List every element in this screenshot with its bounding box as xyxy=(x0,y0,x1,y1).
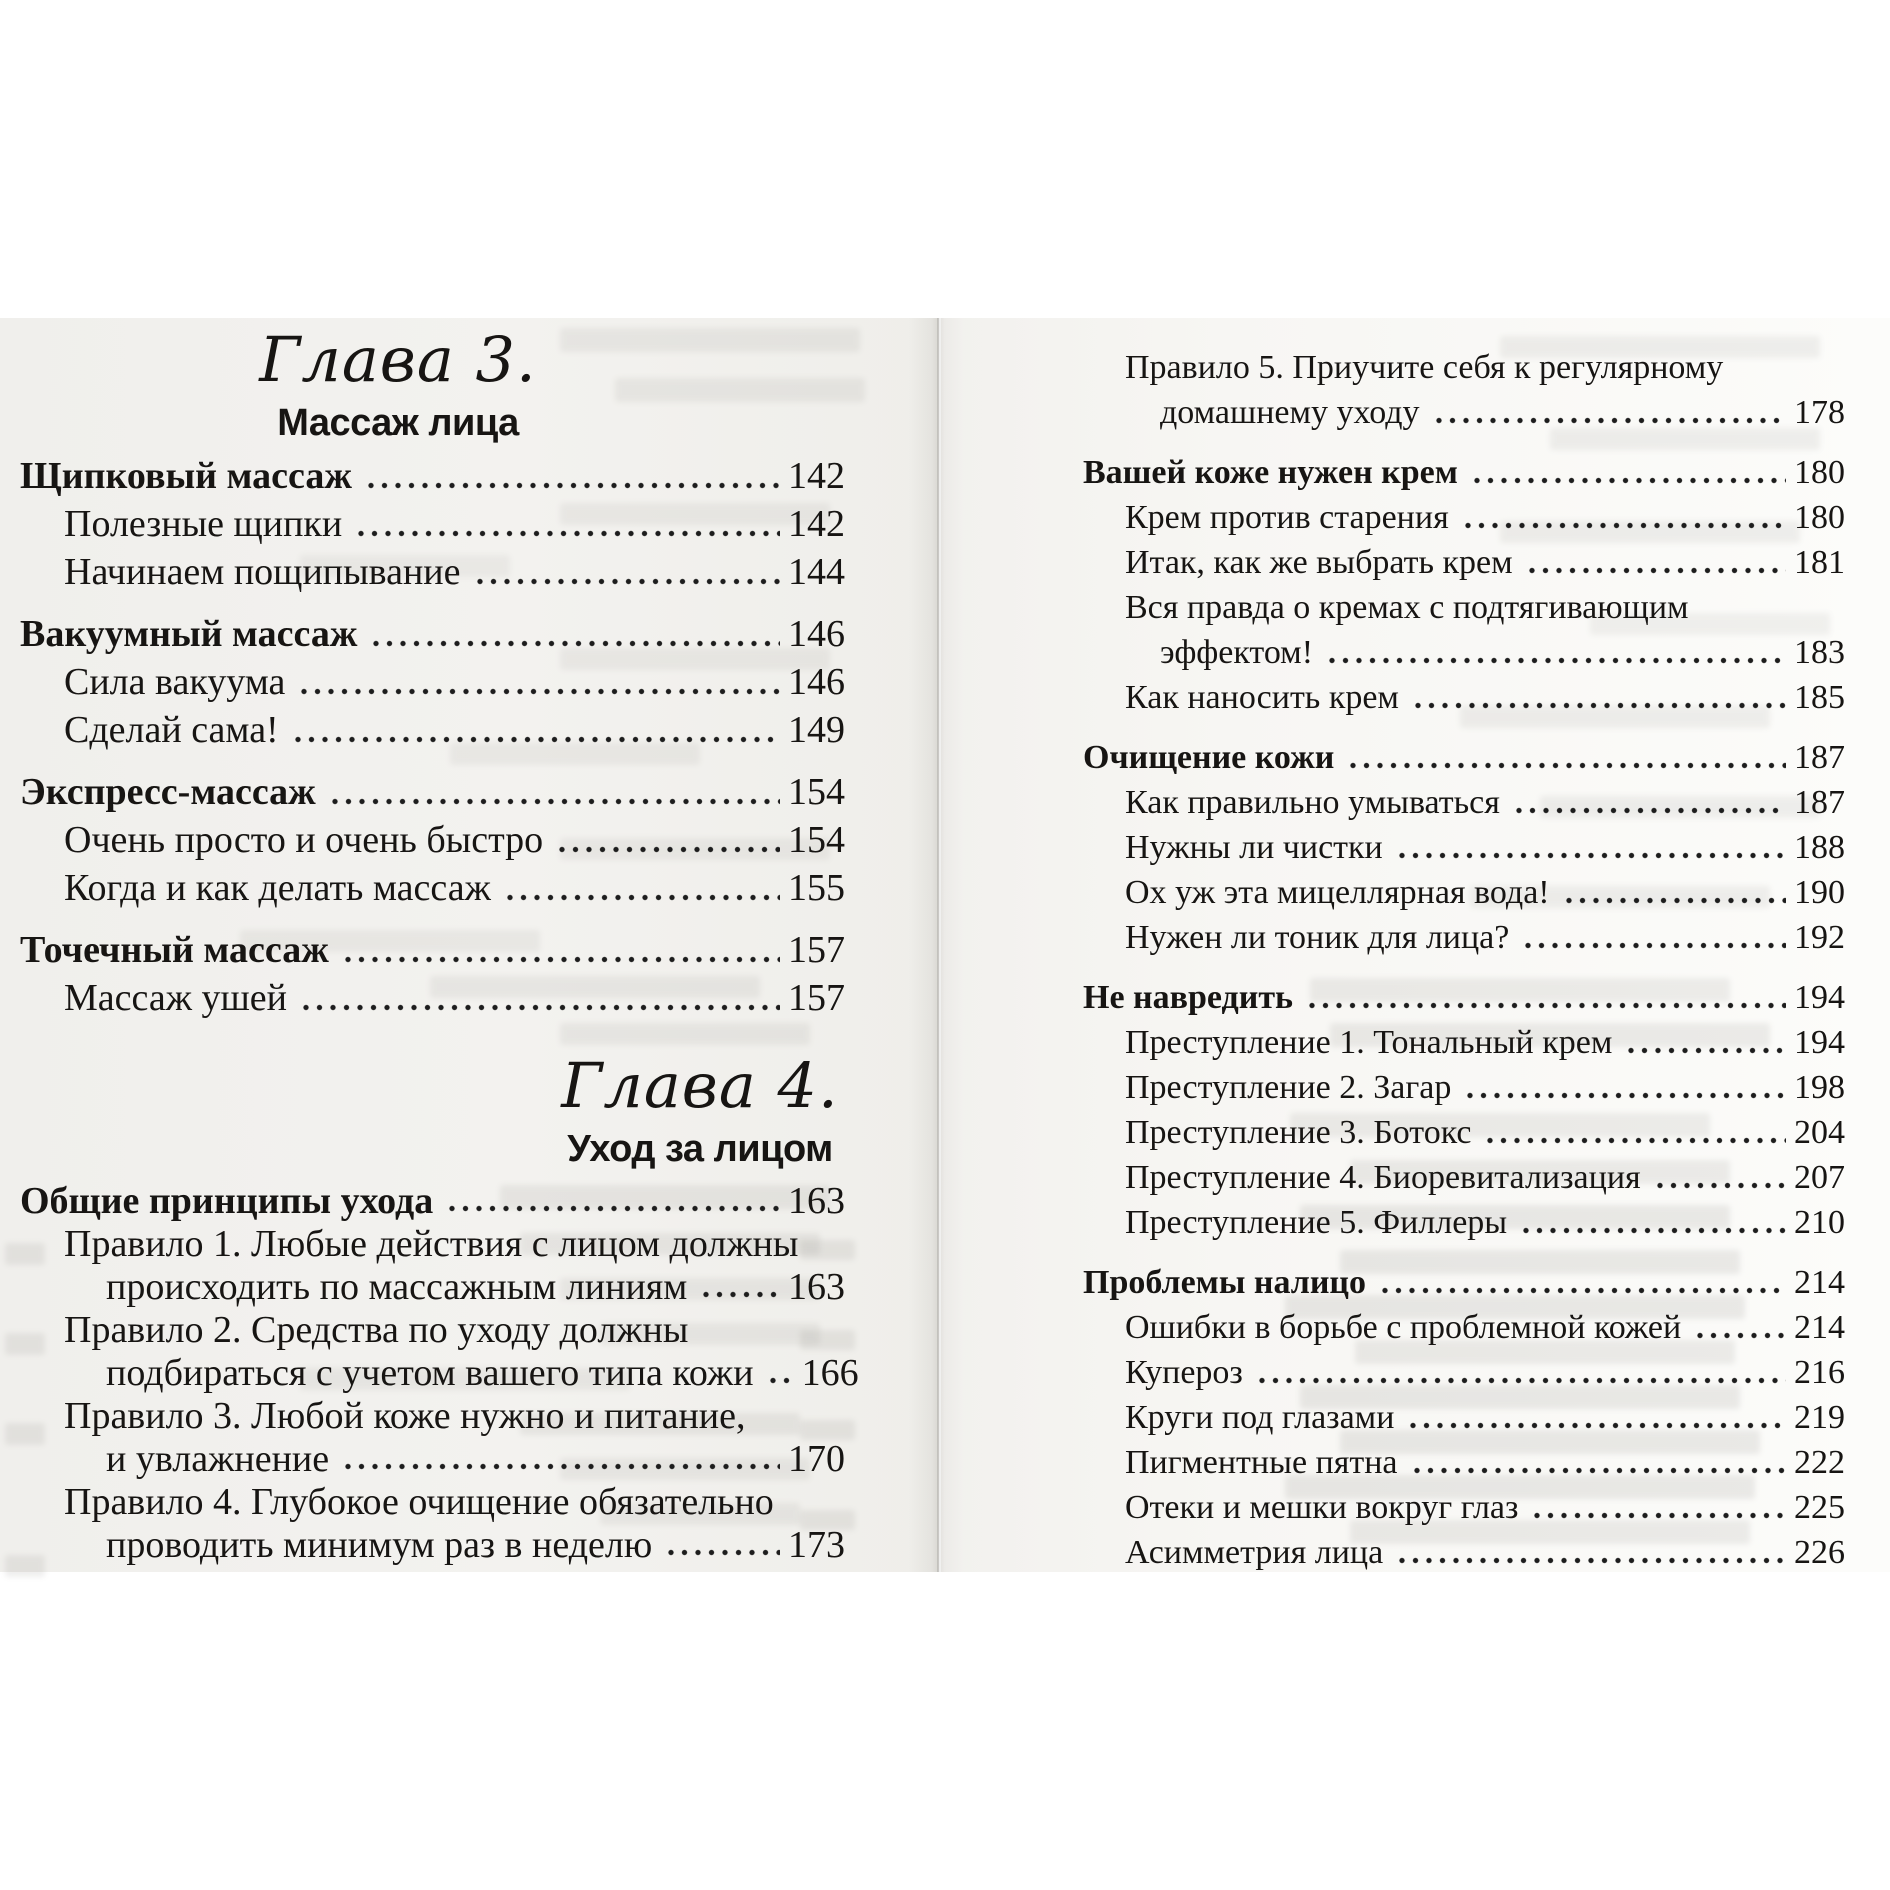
toc-entry-label: Нужны ли чистки xyxy=(1125,829,1383,866)
book-spread xyxy=(0,318,1890,1572)
toc-entry-row xyxy=(1125,1155,1845,1200)
toc-entry xyxy=(941,1440,1845,1485)
toc-entry-row xyxy=(1125,1350,1845,1395)
page-number: 187 xyxy=(1794,784,1845,821)
toc-entry-row xyxy=(20,926,845,974)
page-number: 216 xyxy=(1794,1354,1845,1391)
toc-entry-label: Преступление 1. Тональный крем xyxy=(1125,1024,1613,1061)
dot-leader xyxy=(358,530,780,537)
toc-entry-row xyxy=(1125,870,1845,915)
chapter-title: Уход за лицом xyxy=(567,1128,833,1170)
toc-entry-row xyxy=(64,658,845,706)
dot-leader xyxy=(1487,1137,1786,1144)
toc-entry xyxy=(941,975,1845,1020)
dot-leader xyxy=(1415,702,1786,709)
toc-entry-row xyxy=(1125,540,1845,585)
toc-entry xyxy=(0,1309,859,1395)
toc-entry-label: Асимметрия лица xyxy=(1125,1534,1384,1571)
toc-entry-row xyxy=(64,816,845,864)
toc-entry-label: Очищение кожи xyxy=(1083,739,1335,776)
toc-entry-row xyxy=(1125,1530,1845,1575)
toc-entry-label: проводить минимум раз в неделю xyxy=(106,1524,653,1566)
toc-entry-row xyxy=(1083,450,1845,495)
page-number: 198 xyxy=(1794,1069,1845,1106)
page-number: 180 xyxy=(1794,499,1845,536)
toc-entry-row xyxy=(1125,1065,1845,1110)
toc-entry-label: Правило 4. Глубокое очищение обязательно xyxy=(64,1481,774,1523)
dot-leader xyxy=(1516,807,1786,814)
toc-entry xyxy=(0,1395,845,1481)
toc-entry-label: Щипковый массаж xyxy=(20,455,352,497)
toc-list xyxy=(0,1180,859,1567)
page-number: 214 xyxy=(1794,1264,1845,1301)
dot-leader xyxy=(1382,1287,1786,1294)
dot-leader xyxy=(303,1004,780,1011)
page-number: 149 xyxy=(788,709,845,751)
dot-leader xyxy=(345,956,780,963)
page-number: 154 xyxy=(788,819,845,861)
page-number: 219 xyxy=(1794,1399,1845,1436)
toc-entry xyxy=(941,915,1845,960)
toc-entry xyxy=(941,1395,1845,1440)
toc-entry xyxy=(0,1223,845,1309)
page-number: 146 xyxy=(788,661,845,703)
toc-entry-row xyxy=(64,864,845,912)
toc-entry-row xyxy=(20,1180,845,1223)
toc-entry-label: Массаж ушей xyxy=(64,977,287,1019)
toc-entry-label: Преступление 5. Филлеры xyxy=(1125,1204,1508,1241)
toc-entry xyxy=(0,610,845,658)
dot-leader xyxy=(1534,1512,1786,1519)
toc-entry-row xyxy=(1125,825,1845,870)
toc-entry xyxy=(941,1530,1845,1575)
toc-entry-row xyxy=(64,500,845,548)
dot-leader xyxy=(1309,1002,1786,1009)
toc-entry xyxy=(0,500,845,548)
toc-entry-label: Точечный массаж xyxy=(20,929,329,971)
toc-entry-label: Не навредить xyxy=(1083,979,1294,1016)
dot-leader xyxy=(1414,1467,1786,1474)
toc-entry xyxy=(941,1305,1845,1350)
toc-entry xyxy=(0,706,845,754)
toc-entry xyxy=(941,450,1845,495)
page-number: 192 xyxy=(1794,919,1845,956)
dot-leader xyxy=(703,1291,780,1298)
page-number: 144 xyxy=(788,551,845,593)
dot-leader xyxy=(301,688,780,695)
dot-leader xyxy=(477,578,781,585)
toc-entry xyxy=(941,675,1845,720)
toc-entry-row xyxy=(106,1266,845,1309)
toc-entry-label: Итак, как же выбрать крем xyxy=(1125,544,1513,581)
toc-entry-row xyxy=(1125,1395,1845,1440)
toc-entry xyxy=(0,816,845,864)
page-number: 154 xyxy=(788,771,845,813)
toc-entry-row xyxy=(1160,390,1845,435)
dot-leader xyxy=(449,1205,780,1212)
toc-entry xyxy=(941,1260,1845,1305)
dot-leader xyxy=(1329,657,1786,664)
toc-entry xyxy=(941,1350,1845,1395)
page-number: 214 xyxy=(1794,1309,1845,1346)
page-number: 180 xyxy=(1794,454,1845,491)
toc-entry-row xyxy=(106,1524,845,1567)
dot-leader xyxy=(368,482,780,489)
dot-leader xyxy=(1410,1422,1786,1429)
page-number: 194 xyxy=(1794,1024,1845,1061)
page-number: 181 xyxy=(1794,544,1845,581)
toc-entry-label: Очень просто и очень быстро xyxy=(64,819,544,861)
left-page-content xyxy=(0,318,938,1567)
toc-entry-row xyxy=(1125,1305,1845,1350)
toc-entry-row xyxy=(1083,975,1845,1020)
page-number: 207 xyxy=(1794,1159,1845,1196)
page-number: 222 xyxy=(1794,1444,1845,1481)
chapter-script-title: Глава 4. xyxy=(561,1049,839,1122)
page-number: 170 xyxy=(788,1438,845,1480)
toc-entry xyxy=(941,1110,1845,1155)
dot-leader xyxy=(1529,567,1786,574)
dot-leader xyxy=(1697,1332,1786,1339)
toc-entry-label: Начинаем пощипывание xyxy=(64,551,461,593)
toc-entry xyxy=(941,495,1845,540)
toc-entry-row xyxy=(1125,585,1845,630)
dot-leader xyxy=(373,640,780,647)
page-number: 173 xyxy=(788,1524,845,1566)
dot-leader xyxy=(1525,942,1786,949)
dot-leader xyxy=(1436,417,1786,424)
toc-entry-row xyxy=(1125,1200,1845,1245)
toc-list xyxy=(0,452,845,1022)
toc-entry-label: Круги под глазами xyxy=(1125,1399,1395,1436)
toc-entry xyxy=(941,1485,1845,1530)
toc-entry xyxy=(941,825,1845,870)
page-number: 155 xyxy=(788,867,845,909)
chapter-heading xyxy=(561,1046,838,1172)
page-number: 187 xyxy=(1794,739,1845,776)
toc-entry xyxy=(0,974,845,1022)
chapter-script-title: Глава 3. xyxy=(259,323,537,396)
toc-entry-row xyxy=(64,548,845,596)
toc-entry xyxy=(0,1481,845,1567)
toc-entry xyxy=(941,585,1845,675)
toc-entry-row xyxy=(1083,1260,1845,1305)
dot-leader xyxy=(770,1377,794,1384)
toc-entry-label: Пигментные пятна xyxy=(1125,1444,1398,1481)
dot-leader xyxy=(1467,1092,1786,1099)
page-number: 194 xyxy=(1794,979,1845,1016)
toc-entry-label: Вся правда о кремах с подтягивающим xyxy=(1125,589,1689,626)
toc-entry-row xyxy=(1125,1485,1845,1530)
toc-entry-row xyxy=(1125,915,1845,960)
dot-leader xyxy=(559,846,780,853)
toc-entry-label: Нужен ли тоник для лица? xyxy=(1125,919,1510,956)
toc-entry-label: Преступление 3. Ботокс xyxy=(1125,1114,1472,1151)
dot-leader xyxy=(1474,477,1786,484)
toc-entry-label: Правило 1. Любые действия с лицом должны xyxy=(64,1223,799,1265)
page-number: 188 xyxy=(1794,829,1845,866)
page-number: 204 xyxy=(1794,1114,1845,1151)
toc-entry-row xyxy=(1125,675,1845,720)
toc-entry-label: происходить по массажным линиям xyxy=(106,1266,688,1308)
toc-entry xyxy=(0,926,845,974)
toc-entry-label: Правило 3. Любой коже нужно и питание, xyxy=(64,1395,746,1437)
toc-entry-label: Общие принципы ухода xyxy=(20,1180,434,1222)
page-number: 163 xyxy=(788,1180,845,1222)
toc-entry xyxy=(0,864,845,912)
chapter-heading xyxy=(259,320,536,446)
toc-entry-label: Купероз xyxy=(1125,1354,1243,1391)
toc-entry-row xyxy=(106,1352,859,1395)
toc-entry-label: Сила вакуума xyxy=(64,661,286,703)
page-number: 163 xyxy=(788,1266,845,1308)
dot-leader xyxy=(1399,1557,1786,1564)
toc-entry-row xyxy=(20,452,845,500)
toc-entry xyxy=(941,1020,1845,1065)
dot-leader xyxy=(1628,1047,1786,1054)
toc-entry-label: Вашей коже нужен крем xyxy=(1083,454,1458,491)
toc-entry-label: Правило 5. Приучите себя к регулярному xyxy=(1125,349,1724,386)
toc-entry-row xyxy=(1160,630,1845,675)
toc-entry-row xyxy=(64,706,845,754)
toc-entry-label: Ошибки в борьбе с проблемной кожей xyxy=(1125,1309,1682,1346)
toc-entry xyxy=(0,452,845,500)
dot-leader xyxy=(1259,1377,1786,1384)
toc-entry-label: Правило 2. Средства по уходу должны xyxy=(64,1309,689,1351)
toc-entry-row xyxy=(64,1481,845,1524)
toc-entry-row xyxy=(64,974,845,1022)
toc-entry-row xyxy=(1125,495,1845,540)
toc-entry xyxy=(0,548,845,596)
toc-entry-label: Как наносить крем xyxy=(1125,679,1399,716)
toc-entry-row xyxy=(20,610,845,658)
toc-entry-row xyxy=(1125,1110,1845,1155)
page-number: 142 xyxy=(788,455,845,497)
dot-leader xyxy=(1465,522,1786,529)
dot-leader xyxy=(332,798,780,805)
page-number: 157 xyxy=(788,977,845,1019)
toc-entry-label: Крем против старения xyxy=(1125,499,1449,536)
toc-entry-row xyxy=(1125,345,1845,390)
page-number: 190 xyxy=(1794,874,1845,911)
page-number: 178 xyxy=(1794,394,1845,431)
toc-entry xyxy=(941,735,1845,780)
page-number: 183 xyxy=(1794,634,1845,671)
toc-entry xyxy=(0,658,845,706)
right-page-content xyxy=(941,318,1890,1575)
page-number: 225 xyxy=(1794,1489,1845,1526)
dot-leader xyxy=(1350,762,1786,769)
toc-entry xyxy=(941,345,1845,435)
toc-entry-label: Преступление 4. Биоревитализация xyxy=(1125,1159,1641,1196)
page-number: 146 xyxy=(788,613,845,655)
toc-entry-row xyxy=(1125,1440,1845,1485)
toc-entry-row xyxy=(106,1438,845,1481)
toc-entry-row xyxy=(64,1309,845,1352)
page-number: 210 xyxy=(1794,1204,1845,1241)
dot-leader xyxy=(1399,852,1786,859)
toc-entry xyxy=(941,1155,1845,1200)
toc-entry-label: Отеки и мешки вокруг глаз xyxy=(1125,1489,1519,1526)
page-number: 166 xyxy=(801,1352,859,1394)
toc-entry-label: Когда и как делать массаж xyxy=(64,867,491,909)
dot-leader xyxy=(295,736,780,743)
dot-leader xyxy=(345,1463,780,1470)
page-number: 185 xyxy=(1794,679,1845,716)
toc-entry xyxy=(941,780,1845,825)
page-number: 226 xyxy=(1794,1534,1845,1571)
toc-entry-label: Ох уж эта мицеллярная вода! xyxy=(1125,874,1550,911)
toc-entry-label: Проблемы налицо xyxy=(1083,1264,1367,1301)
toc-entry xyxy=(941,540,1845,585)
toc-entry-row xyxy=(1083,735,1845,780)
toc-entry-label: домашнему уходу xyxy=(1160,394,1420,431)
toc-entry-row xyxy=(20,768,845,816)
toc-entry xyxy=(0,1180,845,1223)
toc-list xyxy=(941,345,1845,1575)
toc-entry-row xyxy=(1125,1020,1845,1065)
toc-entry-label: Вакуумный массаж xyxy=(20,613,358,655)
dot-leader xyxy=(507,894,780,901)
toc-entry xyxy=(941,870,1845,915)
dot-leader xyxy=(1566,897,1786,904)
toc-entry-label: подбираться с учетом вашего типа кожи xyxy=(106,1352,754,1394)
toc-entry xyxy=(941,1065,1845,1110)
toc-entry-label: Полезные щипки xyxy=(64,503,343,545)
toc-entry-label: Экспресс-массаж xyxy=(20,771,316,813)
toc-entry xyxy=(941,1200,1845,1245)
toc-entry-label: и увлажнение xyxy=(106,1438,330,1480)
toc-entry-row xyxy=(64,1395,845,1438)
toc-entry-row xyxy=(1125,780,1845,825)
chapter-title: Массаж лица xyxy=(277,402,519,444)
page-number: 157 xyxy=(788,929,845,971)
dot-leader xyxy=(1523,1227,1786,1234)
dot-leader xyxy=(668,1549,780,1556)
toc-entry-label: Сделай сама! xyxy=(64,709,279,751)
toc-entry xyxy=(0,768,845,816)
toc-entry-label: Как правильно умываться xyxy=(1125,784,1500,821)
toc-entry-row xyxy=(64,1223,845,1266)
toc-entry-label: Преступление 2. Загар xyxy=(1125,1069,1452,1106)
toc-entry-label: эффектом! xyxy=(1160,634,1314,671)
dot-leader xyxy=(1657,1182,1786,1189)
page-number: 142 xyxy=(788,503,845,545)
